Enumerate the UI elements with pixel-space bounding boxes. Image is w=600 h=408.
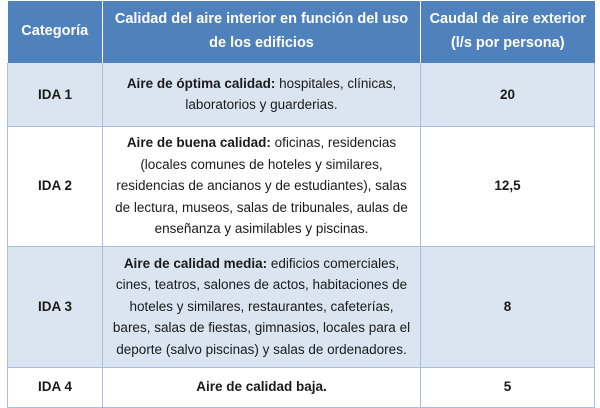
quality-description: hospitales, clínicas, laboratorios y guarderias.: [185, 75, 397, 113]
cell-flow: 8: [421, 246, 595, 367]
cell-category: IDA 3: [8, 246, 103, 367]
table-header: [8, 1, 595, 63]
table-body: [8, 63, 595, 407]
cell-flow: 5: [421, 367, 595, 407]
table-row-ida-1: [8, 63, 595, 126]
header-row: [8, 1, 595, 63]
table-row-ida-4: [8, 367, 595, 407]
cell-quality: [103, 63, 421, 126]
ida-air-quality-table: [7, 1, 595, 408]
cell-category: IDA 2: [8, 126, 103, 246]
header-outdoor-air-flow: Caudal de aire exterior (l/s por persona): [421, 1, 595, 63]
cell-flow: 20: [421, 63, 595, 126]
quality-lead: Aire de óptima calidad:: [126, 75, 276, 91]
header-category: Categoría: [8, 1, 103, 63]
header-indoor-air-quality: Calidad del aire interior en función del uso de los edificios: [103, 1, 421, 63]
table-row-ida-2: [8, 126, 595, 246]
cell-flow: 12,5: [421, 126, 595, 246]
quality-lead: Aire de calidad media:: [123, 255, 268, 271]
quality-description: oficinas, residencias (locales comunes de hoteles y similares, residencias de ancianos y de estudiantes), salas de lectura, museos, salas de tribunales, aulas de enseñanza y asimilables y piscinas.: [115, 135, 408, 237]
quality-lead: Aire de buena calidad:: [126, 135, 271, 151]
cell-category: IDA 4: [8, 367, 103, 407]
quality-description: edificios comerciales, cines, teatros, salones de actos, habitaciones de hoteles y similares, restaurantes, cafeterías, bares, salas de fiestas, gimnasios, locales para el deporte (salvo piscinas) y salas de ordenadores.: [112, 255, 411, 357]
cell-category: IDA 1: [8, 63, 103, 126]
cell-quality: [103, 367, 421, 407]
cell-quality: [103, 246, 421, 367]
table-row-ida-3: [8, 246, 595, 367]
quality-lead: Aire de calidad baja.: [196, 379, 327, 395]
cell-quality: [103, 126, 421, 246]
